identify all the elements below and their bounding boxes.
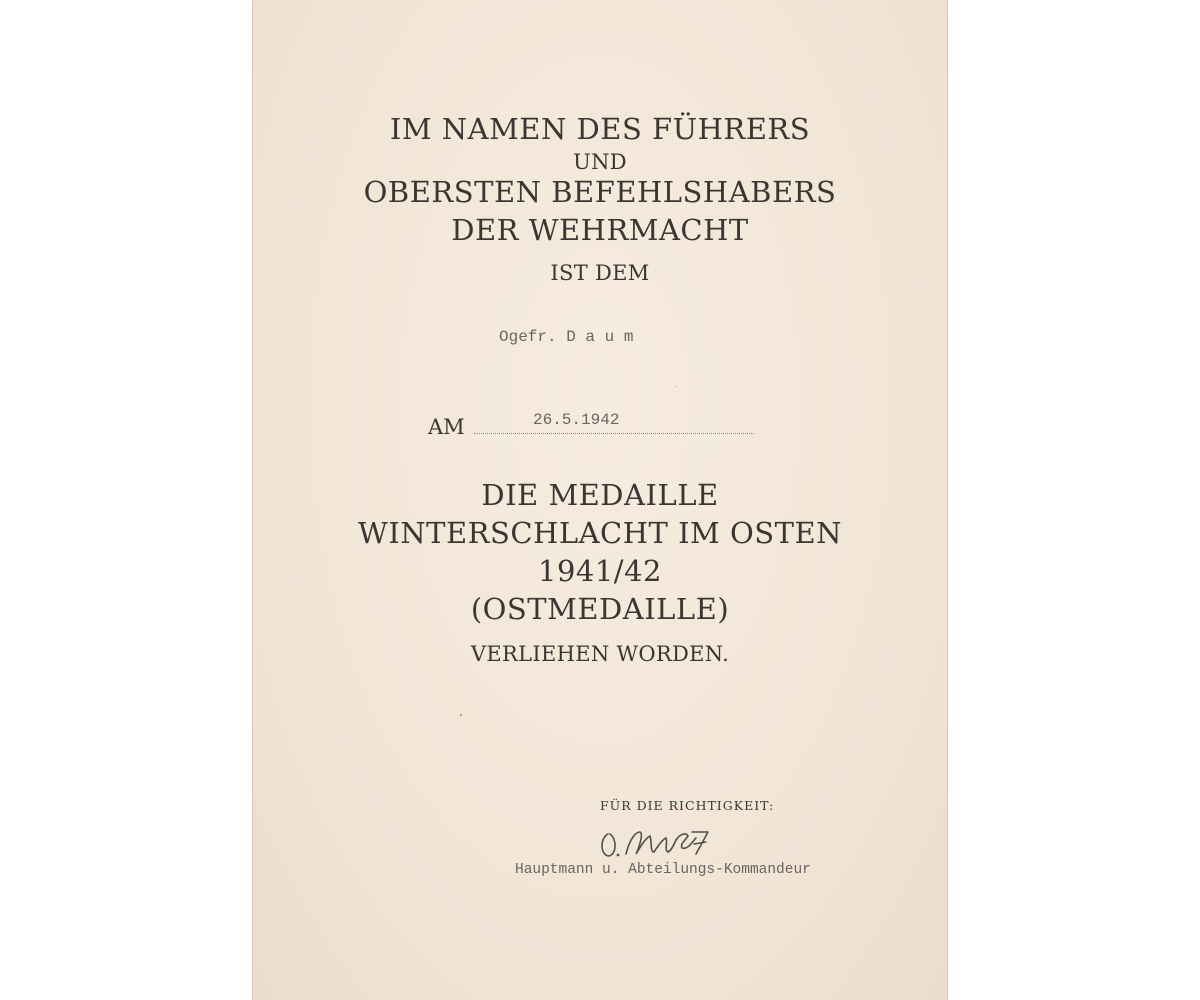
header-line-5: IST DEM xyxy=(550,261,650,285)
header-line-3: OBERSTEN BEFEHLSHABERS xyxy=(363,175,837,209)
paper-speck xyxy=(676,386,677,387)
header-line-1: IM NAMEN DES FÜHRERS xyxy=(389,112,811,146)
certificate-page xyxy=(252,0,948,1000)
award-line-3: 1941/42 xyxy=(538,554,662,588)
award-line-4: (OSTMEDAILLE) xyxy=(470,592,730,626)
recipient-name: Ogefr. D a u m xyxy=(499,328,634,346)
header-line-4: DER WEHRMACHT xyxy=(451,213,749,247)
date-label: AM xyxy=(428,415,465,439)
attestation-label: FÜR DIE RICHTIGKEIT: xyxy=(600,798,775,813)
award-line-2: WINTERSCHLACHT IM OSTEN xyxy=(358,516,842,550)
signer-rank: Hauptmann u. Abteilungs-Kommandeur xyxy=(515,862,811,878)
award-date: 26.5.1942 xyxy=(533,411,620,429)
handwritten-signature xyxy=(596,820,716,864)
award-line-1: DIE MEDAILLE xyxy=(481,478,719,512)
award-line-5: VERLIEHEN WORDEN. xyxy=(470,642,730,666)
header-line-2: UND xyxy=(573,150,627,174)
paper-speck xyxy=(460,714,462,716)
date-dotted-line xyxy=(474,433,754,434)
